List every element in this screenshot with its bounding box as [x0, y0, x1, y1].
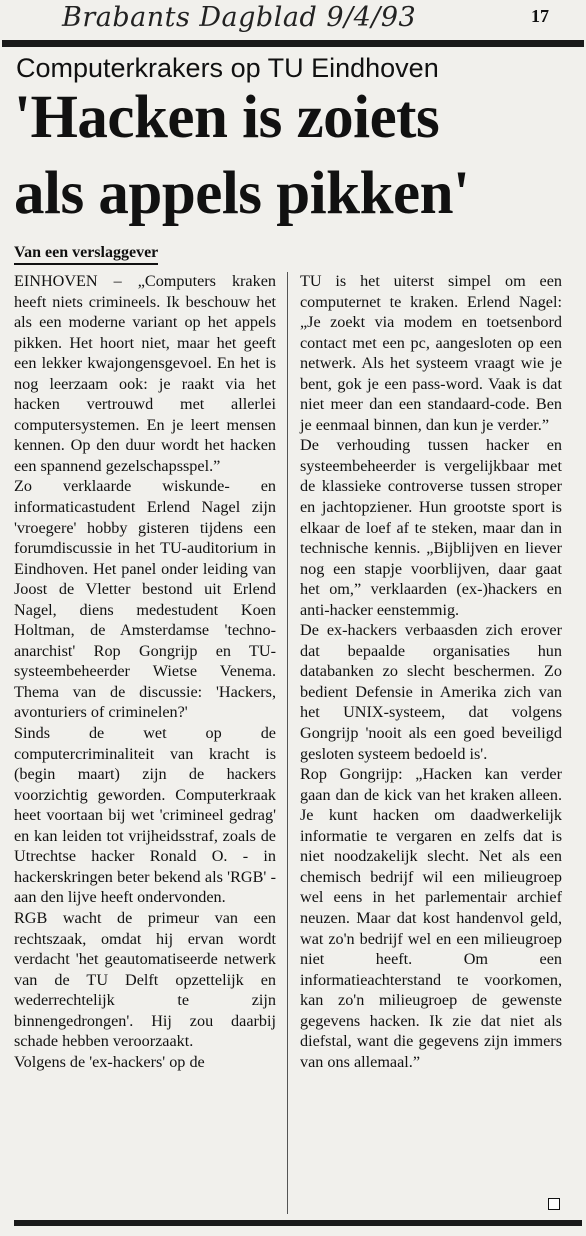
- paragraph: Zo verklaarde wiskunde- en informaticastudent Erlend Nagel zijn 'vroegere' hobby gisteren tijdens een forumdiscussie in het TU-auditorium in Eindhoven. Het panel onder leiding van Joost de Vletter bestond uit Erlend Nagel, diens medestudent Koen Holtman, de Amsterdamse 'techno-anarchist' Rop Gongrijp en TU-systeembeheerder Wietse Venema. Thema van de discussie: 'Hackers, avonturiers of criminelen?': [14, 477, 276, 722]
- column-divider: [287, 272, 288, 1214]
- paragraph: EINHOVEN – „Computers kraken heeft niets crimineels. Ik beschouw het als een moderne variant op het appels pikken. Het hoort niet, maar het geeft een lekker kwajongensgevoel. En het is nog leerzaam ook: je raakt via het hacken vertrouwd met allerlei computersystemen. En je leert mensen kennen. Op den duur wordt het hacken een spannend gezelschapsspel.”: [14, 272, 276, 475]
- bottom-rule: [14, 1220, 582, 1226]
- paragraph: De ex-hackers verbaasden zich erover dat bepaalde organisaties hun databanken zo slecht beschermen. Zo bedient Defensie in Amerika zich van het UNIX-systeem, dat volgens Gongrijp 'nooit als een goed beveiligd gesloten systeem bedoeld is'.: [300, 621, 562, 763]
- page-number: 17: [531, 6, 549, 26]
- headline-line-2: als appels pikken': [14, 160, 470, 227]
- right-column: [300, 271, 562, 1072]
- end-of-article-mark: [548, 1198, 560, 1210]
- paragraph: Sinds de wet op de computercriminaliteit van kracht is (begin maart) zijn de hackers voorzichtig geworden. Computerkraak heet voortaan bij wet 'crimineel gedrag' en kan leiden tot vrijheidsstraf, zoals de Utrechtse hacker Ronald O. - in hackerskringen beter bekend als 'RGB' - aan den lijve heeft ondervonden.: [14, 724, 276, 907]
- paragraph: Volgens de 'ex-hackers' op de: [14, 1052, 205, 1071]
- byline: Van een verslaggever: [14, 244, 158, 265]
- paragraph: De verhouding tussen hacker en systeembeheerder is vergelijkbaar met de klassieke controverse tussen stroper en jachtopziener. Hun grootste sport is elkaar de loef af te steken, maar dan in technische kennis. „Bijblijven en liever nog een stapje voorblijven, daar gaat het om,” verklaarden (ex-)hackers en anti-hacker eenstemmig.: [300, 436, 562, 619]
- paragraph: RGB wacht de primeur van een rechtszaak, omdat hij ervan wordt verdacht 'het geautomatiseerde netwerk van de TU Delft opzettelijk en wederrechtelijk te zijn binnengedrongen'. Hij zou daarbij schade hebben veroorzaakt.: [14, 908, 276, 1051]
- paragraph: TU is het uiterst simpel om een computernet te kraken. Erlend Nagel: „Je zoekt via modem en toetsenbord contact met een pc, aangesloten op een netwerk. Als het systeem vraagt wie je bent, gok je een pass-word. Vaak is dat niet meer dan een standaard-code. Ben je eenmaal binnen, dan kun je verder.”: [300, 272, 562, 434]
- top-rule: [2, 40, 584, 47]
- left-column: [14, 271, 276, 1072]
- article-headline: [14, 80, 469, 232]
- paragraph: Rop Gongrijp: „Hacken kan verder gaan dan de kick van het kraken alleen. Je kunt hacken om daadwerkelijk informatie te vergaren en zelfs dat is niet noodzakelijk slecht. Net als een chemisch bedrijf wil een milieugroep wel eens in het parlementair archief neuzen. Maar dat kost handenvol geld, wat zo'n bedrijf wel en een milieugroep niet heeft. Om een informatieachterstand te voorkomen, kan zo'n milieugroep de gewenste gegevens hacken. Ik zie dat niet als diefstal, want die gegevens zijn immers van ons allemaal.”: [300, 765, 562, 1071]
- headline-line-1: 'Hacken is zoiets: [14, 84, 440, 151]
- handwritten-source-note: Brabants Dagblad 9/4/93: [62, 2, 417, 33]
- article-kicker: Computerkrakers op TU Eindhoven: [16, 53, 439, 83]
